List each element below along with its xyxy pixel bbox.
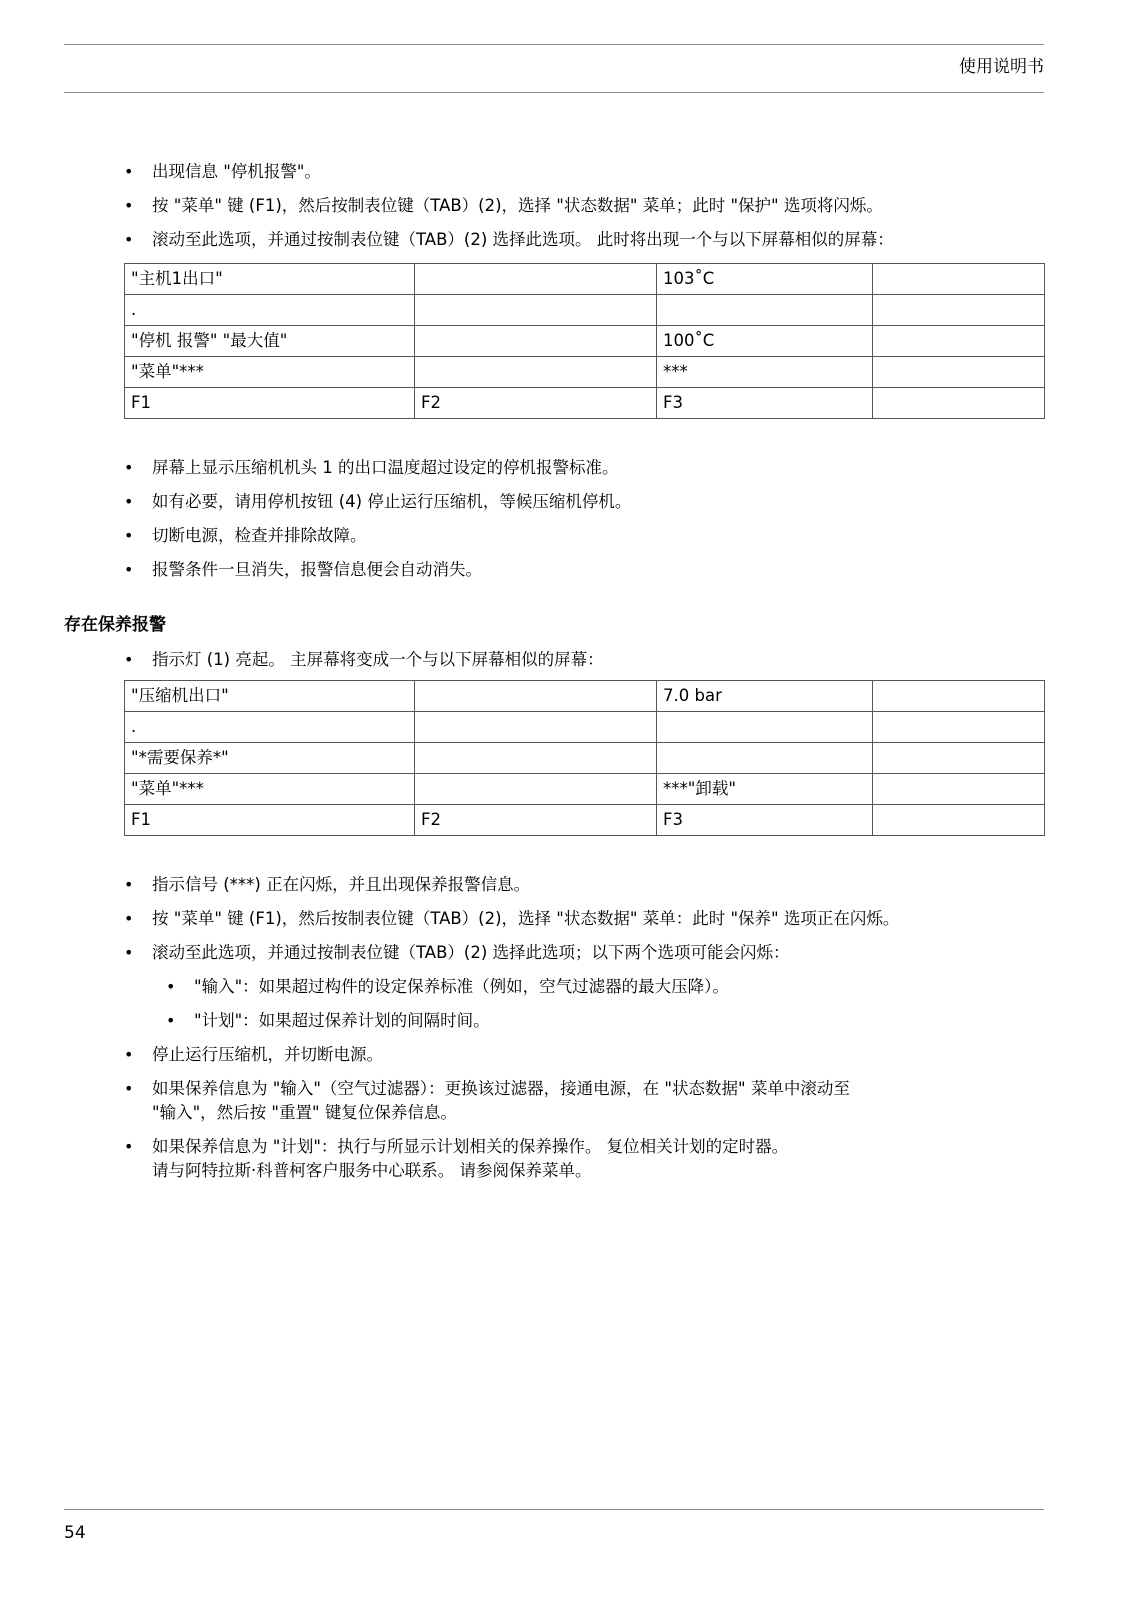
table-row (125, 295, 1045, 326)
table-cell: F2 (415, 805, 657, 836)
table-cell (873, 712, 1045, 743)
table-cell: F2 (415, 388, 657, 419)
table-cell: 7.0 bar (657, 681, 873, 712)
list-item: • 如有必要，请用停机按钮 (4) 停止运行压缩机，等候压缩机停机。 (124, 490, 1044, 514)
table-cell: F3 (657, 805, 873, 836)
table-cell: "*需要保养*" (125, 743, 415, 774)
table-cell (415, 264, 657, 295)
table-cell (873, 805, 1045, 836)
footer-rule (64, 1509, 1044, 1510)
list-item: • 屏幕上显示压缩机机头 1 的出口温度超过设定的停机报警标准。 (124, 456, 1044, 480)
table-cell (415, 295, 657, 326)
shutdown-alarm-screen-table (124, 263, 1045, 419)
table-cell: . (125, 295, 415, 326)
page-number: 54 (64, 1523, 86, 1543)
table-cell (873, 326, 1045, 357)
table-cell: "菜单"*** (125, 774, 415, 805)
table-cell: "停机 报警" "最大值" (125, 326, 415, 357)
table-cell (873, 743, 1045, 774)
table-row (125, 388, 1045, 419)
list-item: • 报警条件一旦消失，报警信息便会自动消失。 (124, 558, 1044, 582)
list-item-line: 如果保养信息为 "输入"（空气过滤器）：更换该过滤器，接通电源，在 "状态数据" 菜单中滚动至 (152, 1079, 850, 1098)
list-item: • 按 "菜单" 键 (F1)，然后按制表位键（TAB）(2)，选择 "状态数据" 菜单：此时 "保养" 选项正在闪烁。 (124, 907, 1044, 931)
table-cell (657, 712, 873, 743)
table-cell (873, 295, 1045, 326)
sub-list-item: • "输入"：如果超过构件的设定保养标准（例如，空气过滤器的最大压降）。 (124, 975, 1044, 999)
table-cell: *** (657, 357, 873, 388)
table-cell (873, 388, 1045, 419)
table-cell (873, 774, 1045, 805)
table-cell (657, 295, 873, 326)
list-item: • 指示信号 (***) 正在闪烁，并且出现保养报警信息。 (124, 873, 1044, 897)
table-cell (415, 712, 657, 743)
list-item: • 停止运行压缩机，并切断电源。 (124, 1043, 1044, 1067)
table-cell (415, 357, 657, 388)
list-item (124, 1135, 1044, 1183)
table-row (125, 326, 1045, 357)
list-item-line: 请与阿特拉斯·科普柯客户服务中心联系。 请参阅保养菜单。 (152, 1161, 592, 1180)
list-item: • 指示灯 (1) 亮起。 主屏幕将变成一个与以下屏幕相似的屏幕： (124, 648, 1044, 672)
list-item: • 滚动至此选项，并通过按制表位键（TAB）(2) 选择此选项；以下两个选项可能会闪烁： (124, 941, 1044, 965)
table-row (125, 264, 1045, 295)
header-title: 使用说明书 (959, 57, 1044, 77)
table-cell (873, 264, 1045, 295)
table-cell: "菜单"*** (125, 357, 415, 388)
table-cell: "主机1出口" (125, 264, 415, 295)
list-item-line: "输入"，然后按 "重置" 键复位保养信息。 (152, 1103, 457, 1122)
list-item: • 滚动至此选项，并通过按制表位键（TAB）(2) 选择此选项。 此时将出现一个与以下屏幕相似的屏幕： (124, 228, 1044, 252)
sub-list-item: • "计划"：如果超过保养计划的间隔时间。 (124, 1009, 1044, 1033)
table-row (125, 681, 1045, 712)
list-item-line: 如果保养信息为 "计划"：执行与所显示计划相关的保养操作。 复位相关计划的定时器。 (152, 1137, 789, 1156)
table-cell: F1 (125, 388, 415, 419)
table-cell: "压缩机出口" (125, 681, 415, 712)
table-cell: 103˚C (657, 264, 873, 295)
table-cell: F1 (125, 805, 415, 836)
table-row (125, 805, 1045, 836)
table-cell: ***"卸载" (657, 774, 873, 805)
table-cell: 100˚C (657, 326, 873, 357)
table-row (125, 357, 1045, 388)
top-rule (64, 44, 1044, 45)
service-alarm-screen-table (124, 680, 1045, 836)
table-row (125, 712, 1045, 743)
list-item: • 按 "菜单" 键 (F1)，然后按制表位键（TAB）(2)，选择 "状态数据" 菜单；此时 "保护" 选项将闪烁。 (124, 194, 1044, 218)
table-cell (873, 681, 1045, 712)
table-row (125, 774, 1045, 805)
table-row (125, 743, 1045, 774)
section-heading: 存在保养报警 (64, 615, 166, 635)
header-rule (64, 92, 1044, 93)
alarm-steps-list (124, 160, 1044, 262)
service-steps-list (124, 873, 1044, 1193)
table-cell (415, 326, 657, 357)
alarm-actions-list (124, 456, 1044, 592)
table-cell (415, 681, 657, 712)
table-cell: F3 (657, 388, 873, 419)
table-cell (415, 743, 657, 774)
service-intro-list (124, 648, 1044, 682)
table-cell (657, 743, 873, 774)
list-item: • 切断电源，检查并排除故障。 (124, 524, 1044, 548)
table-cell (415, 774, 657, 805)
list-item: • 出现信息 "停机报警"。 (124, 160, 1044, 184)
list-item (124, 1077, 1044, 1125)
table-cell (873, 357, 1045, 388)
table-cell: . (125, 712, 415, 743)
